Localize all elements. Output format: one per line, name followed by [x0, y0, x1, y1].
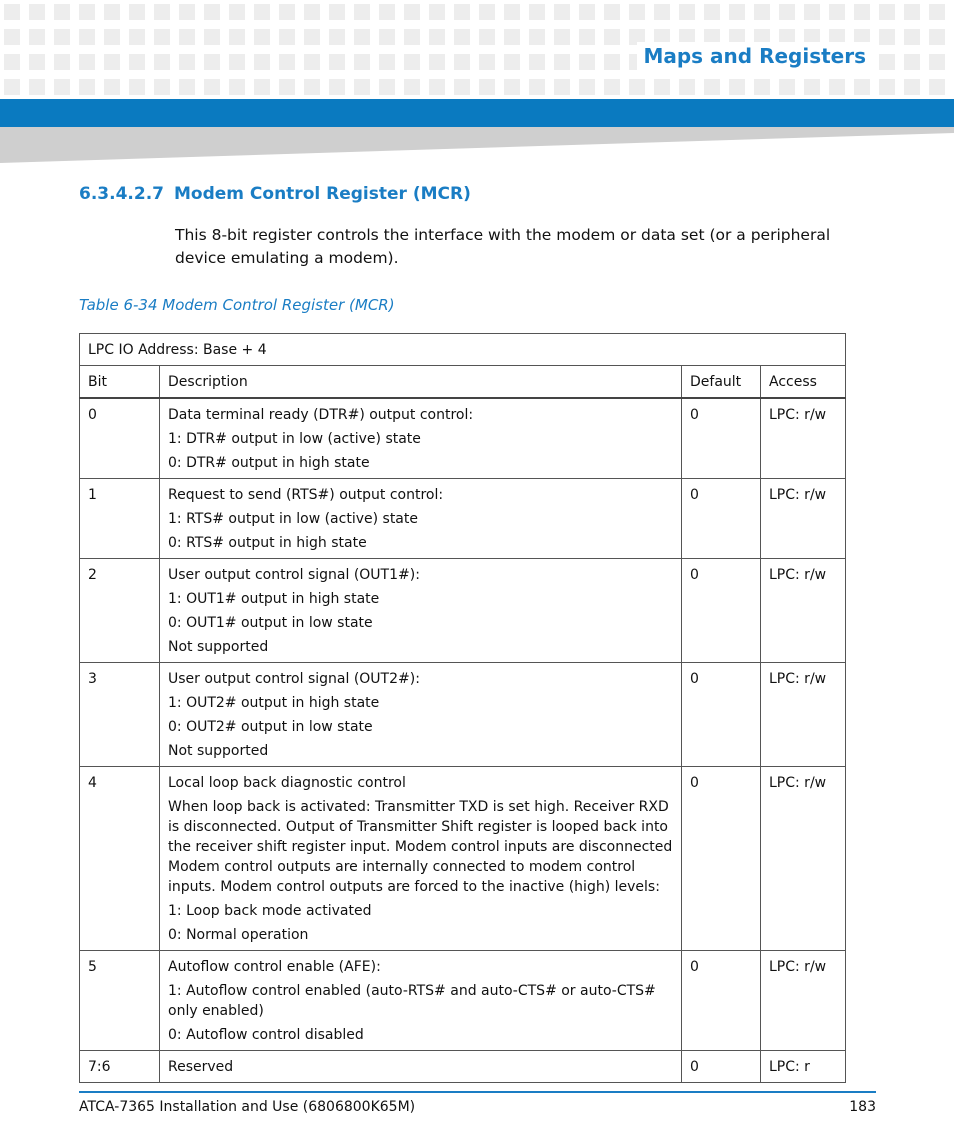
access-cell: LPC: r/w — [761, 398, 846, 479]
description-line: 1: Loop back mode activated — [168, 903, 372, 919]
description-line: 0: OUT2# output in low state — [168, 719, 373, 735]
description-line: 0: RTS# output in high state — [168, 535, 367, 551]
intro-paragraph: This 8-bit register controls the interface with the modem or data set (or a peripheral device emulating a modem). — [175, 226, 831, 267]
section-heading — [79, 184, 471, 204]
bit-cell: 1 — [80, 479, 160, 559]
description-cell — [160, 479, 682, 559]
description-line: 0: OUT1# output in low state — [168, 615, 373, 631]
col-header-bit: Bit — [80, 366, 160, 399]
section-number: 6.3.4.2.7 — [79, 184, 164, 204]
description-line: 1: Autoflow control enabled (auto-RTS# and auto-CTS# or auto-CTS# only enabled) — [168, 983, 656, 1019]
description-line: Data terminal ready (DTR#) output control: — [168, 407, 474, 423]
description-line: User output control signal (OUT1#): — [168, 567, 420, 583]
description-cell — [160, 951, 682, 1051]
default-cell: 0 — [682, 479, 761, 559]
description-line: 1: OUT1# output in high state — [168, 591, 380, 607]
header-blue-bar — [0, 99, 954, 127]
description-line: Reserved — [168, 1059, 234, 1075]
access-cell: LPC: r/w — [761, 767, 846, 951]
description-line: 1: OUT2# output in high state — [168, 695, 380, 711]
access-cell: LPC: r/w — [761, 479, 846, 559]
default-cell: 0 — [682, 559, 761, 663]
description-line: Request to send (RTS#) output control: — [168, 487, 444, 503]
header-row — [80, 366, 846, 399]
access-cell: LPC: r/w — [761, 663, 846, 767]
footer-rule — [79, 1091, 876, 1093]
address-row — [80, 334, 846, 366]
description-line: 0: Autoflow control disabled — [168, 1027, 364, 1043]
description-cell — [160, 398, 682, 479]
table-row — [80, 559, 846, 663]
table-row — [80, 1051, 846, 1083]
table-caption: Table 6-34 Modem Control Register (MCR) — [79, 296, 395, 314]
bit-cell: 5 — [80, 951, 160, 1051]
description-line: Local loop back diagnostic control — [168, 775, 406, 791]
default-cell: 0 — [682, 951, 761, 1051]
bit-cell: 2 — [80, 559, 160, 663]
table-row — [80, 663, 846, 767]
default-cell: 0 — [682, 1051, 761, 1083]
register-table — [79, 333, 846, 1083]
description-line: When loop back is activated: Transmitter TXD is set high. Receiver RXD is disconnected. Output of Transmitter Shift register is looped back into the receiver shift register input. Modem control inputs are disconnected Modem control outputs are internally connected to modem control inputs. Modem control outputs are forced to the inactive (high) levels: — [168, 799, 673, 895]
footer-page-number: 183 — [849, 1099, 876, 1115]
access-cell: LPC: r — [761, 1051, 846, 1083]
default-cell: 0 — [682, 398, 761, 479]
bit-cell: 7:6 — [80, 1051, 160, 1083]
description-cell — [160, 663, 682, 767]
footer-doc-title: ATCA-7365 Installation and Use (6806800K65M) — [79, 1099, 416, 1115]
description-line: 1: RTS# output in low (active) state — [168, 511, 418, 527]
table-row — [80, 767, 846, 951]
col-header-default: Default — [682, 366, 761, 399]
bit-cell: 4 — [80, 767, 160, 951]
col-header-access: Access — [761, 366, 846, 399]
description-line: User output control signal (OUT2#): — [168, 671, 420, 687]
page-title: Maps and Registers — [637, 42, 872, 70]
default-cell: 0 — [682, 767, 761, 951]
description-line: Autoflow control enable (AFE): — [168, 959, 381, 975]
description-line: 1: DTR# output in low (active) state — [168, 431, 421, 447]
description-line: Not supported — [168, 639, 269, 655]
col-header-description: Description — [160, 366, 682, 399]
table-row — [80, 479, 846, 559]
description-cell — [160, 1051, 682, 1083]
section-title: Modem Control Register (MCR) — [174, 184, 471, 204]
address-cell: LPC IO Address: Base + 4 — [80, 334, 846, 366]
description-line: Not supported — [168, 743, 269, 759]
description-line: 0: DTR# output in high state — [168, 455, 370, 471]
access-cell: LPC: r/w — [761, 951, 846, 1051]
bit-cell: 3 — [80, 663, 160, 767]
bit-cell: 0 — [80, 398, 160, 479]
table-row — [80, 398, 846, 479]
description-cell — [160, 559, 682, 663]
header-gray-wedge — [0, 127, 954, 163]
table-row — [80, 951, 846, 1051]
default-cell: 0 — [682, 663, 761, 767]
description-line: 0: Normal operation — [168, 927, 309, 943]
description-cell — [160, 767, 682, 951]
access-cell: LPC: r/w — [761, 559, 846, 663]
